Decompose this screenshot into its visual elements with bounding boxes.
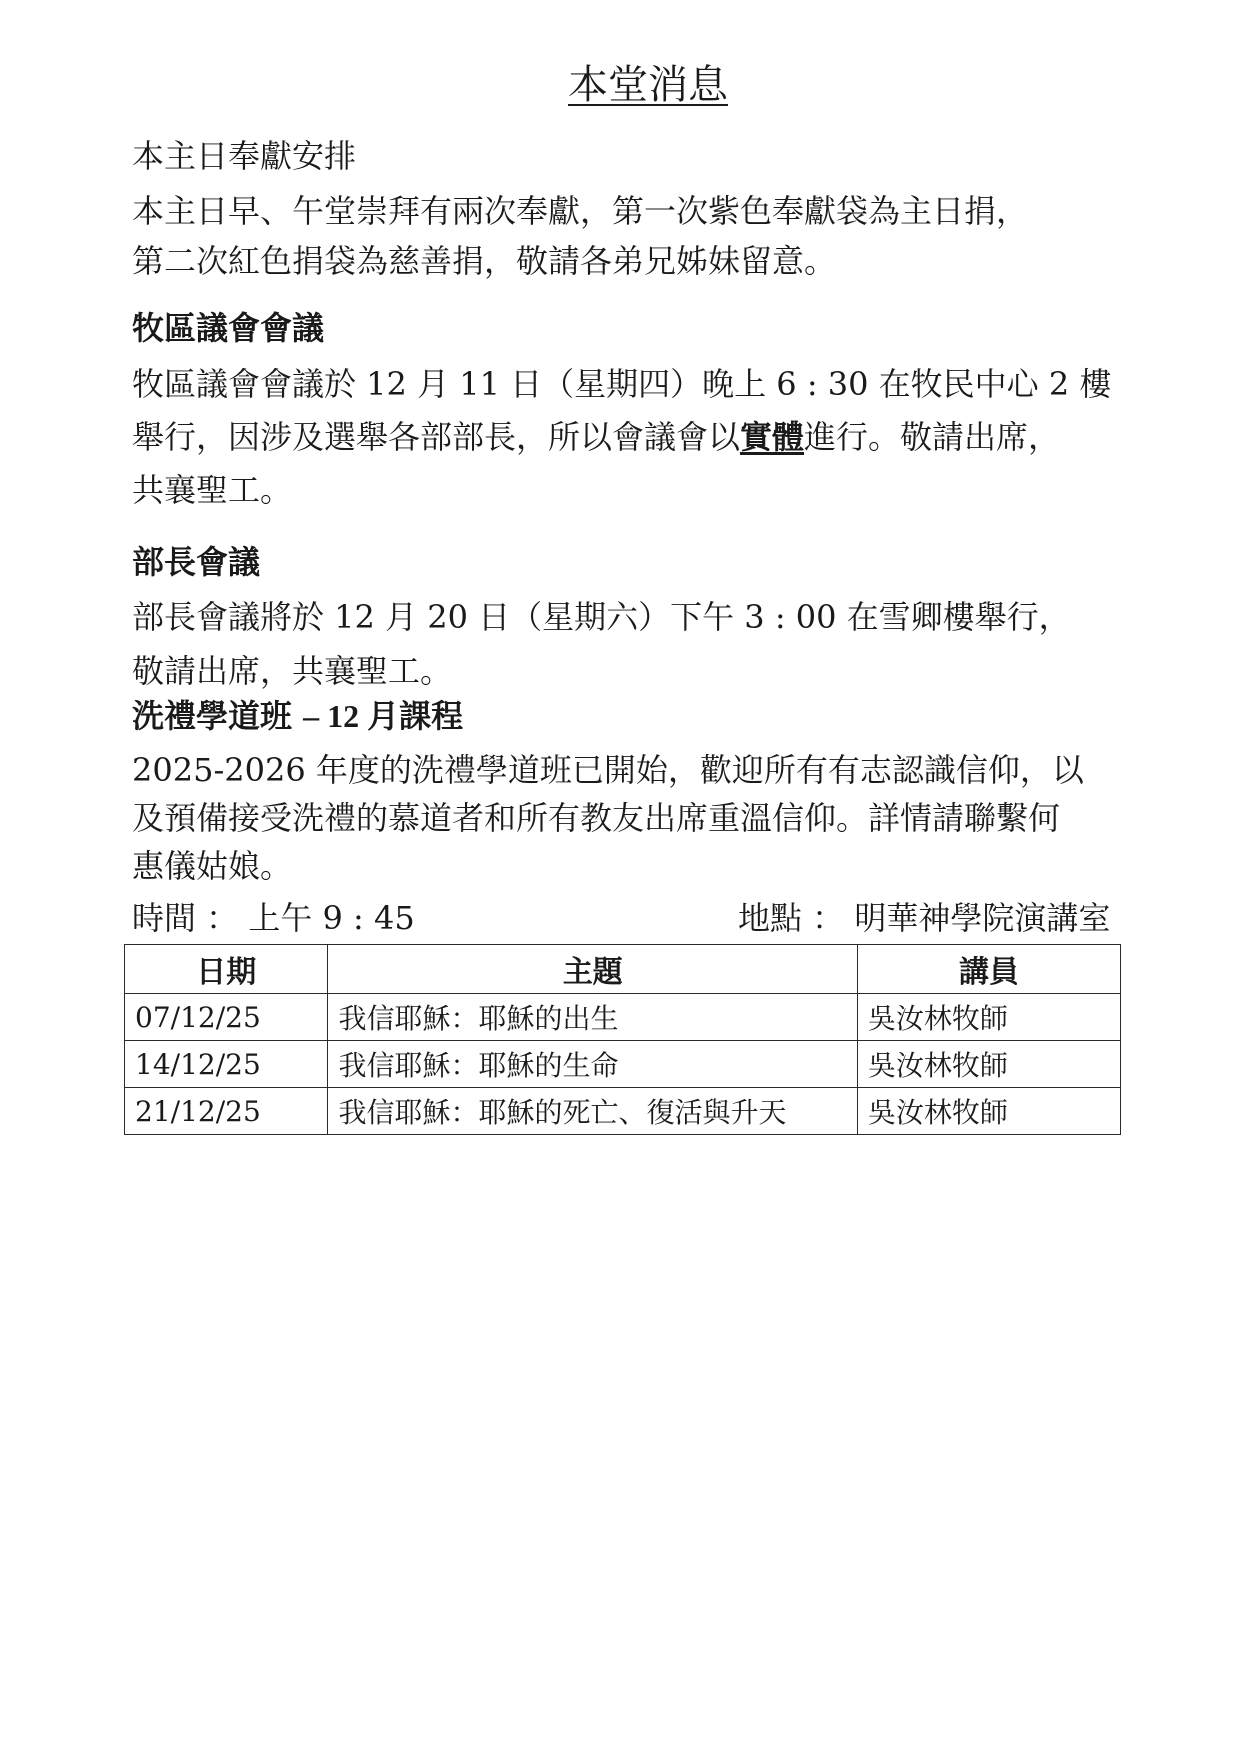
baptism-class-heading-tail: 月課程: [367, 697, 464, 735]
class-time: 時間 ： 上午 9 : 45: [132, 899, 415, 937]
row-topic: 我信耶穌：耶穌的生命: [328, 1041, 857, 1088]
offering-line: 第二次紅色捐袋為慈善捐，敬請各弟兄姊妹留意。: [132, 242, 837, 280]
baptism-class-line: 2025-2026 年度的洗禮學道班已開始，歡迎所有有志認識信仰，以: [132, 751, 1084, 789]
row-speaker: 吳汝林牧師: [857, 1041, 1120, 1088]
offering-line: 本主日早、午堂崇拜有兩次奉獻，第一次紫色奉獻袋為主日捐，: [132, 192, 1029, 230]
pastoral-council-heading: 牧區議會會議: [132, 309, 325, 347]
pastoral-council-line: 共襄聖工。: [132, 471, 293, 509]
table-header-row: [125, 945, 1121, 994]
ministers-meeting-paragraph: [132, 590, 1071, 698]
page-title: 本堂消息: [568, 62, 728, 108]
row-topic: 我信耶穌：耶穌的出生: [328, 994, 857, 1041]
table-row: [125, 1088, 1121, 1135]
row-date: 21/12/25: [125, 1088, 328, 1135]
table-row: [125, 1041, 1121, 1088]
pastoral-council-paragraph: [132, 358, 1111, 517]
ministers-meeting-heading: 部長會議: [132, 543, 261, 581]
pastoral-council-text: 舉行，因涉及選舉各部部長，所以會議會以: [132, 418, 741, 456]
ministers-meeting-line: 敬請出席，共襄聖工。: [132, 652, 453, 690]
baptism-class-heading-main: 洗禮學道班: [132, 697, 304, 735]
pastoral-council-line: 牧區議會會議於 12 月 11 日（星期四）晚上 6 : 30 在牧民中心 2 樓: [132, 365, 1112, 403]
class-schedule-table: [124, 944, 1121, 1135]
topic-column-header: 主題: [328, 945, 857, 994]
baptism-class-line: 惠儀姑娘。: [132, 847, 293, 885]
row-speaker: 吳汝林牧師: [857, 994, 1120, 1041]
baptism-class-heading-month: – 12: [303, 698, 368, 734]
in-person-emphasis: 實體: [740, 418, 805, 456]
row-date: 14/12/25: [125, 1041, 328, 1088]
baptism-class-paragraph: [132, 746, 1084, 890]
row-date: 07/12/25: [125, 994, 328, 1041]
ministers-meeting-line: 部長會議將於 12 月 20 日（星期六）下午 3 : 00 在雪卿樓舉行，: [132, 598, 1071, 636]
speaker-column-header: 講員: [857, 945, 1120, 994]
row-speaker: 吳汝林牧師: [857, 1088, 1120, 1135]
baptism-class-heading: [132, 694, 463, 738]
row-topic: 我信耶穌：耶穌的死亡、復活與升天: [328, 1088, 857, 1135]
offering-paragraph: [132, 186, 1028, 286]
pastoral-council-text: 進行。敬請出席，: [804, 418, 1061, 456]
baptism-class-line: 及預備接受洗禮的慕道者和所有教友出席重溫信仰。詳情請聯繫何: [132, 799, 1061, 837]
date-column-header: 日期: [125, 945, 328, 994]
table-row: [125, 994, 1121, 1041]
pastoral-council-line: [132, 411, 1111, 464]
class-location: 地點 ： 明華神學院演講室: [738, 899, 1111, 937]
offering-heading: 本主日奉獻安排: [132, 137, 357, 175]
